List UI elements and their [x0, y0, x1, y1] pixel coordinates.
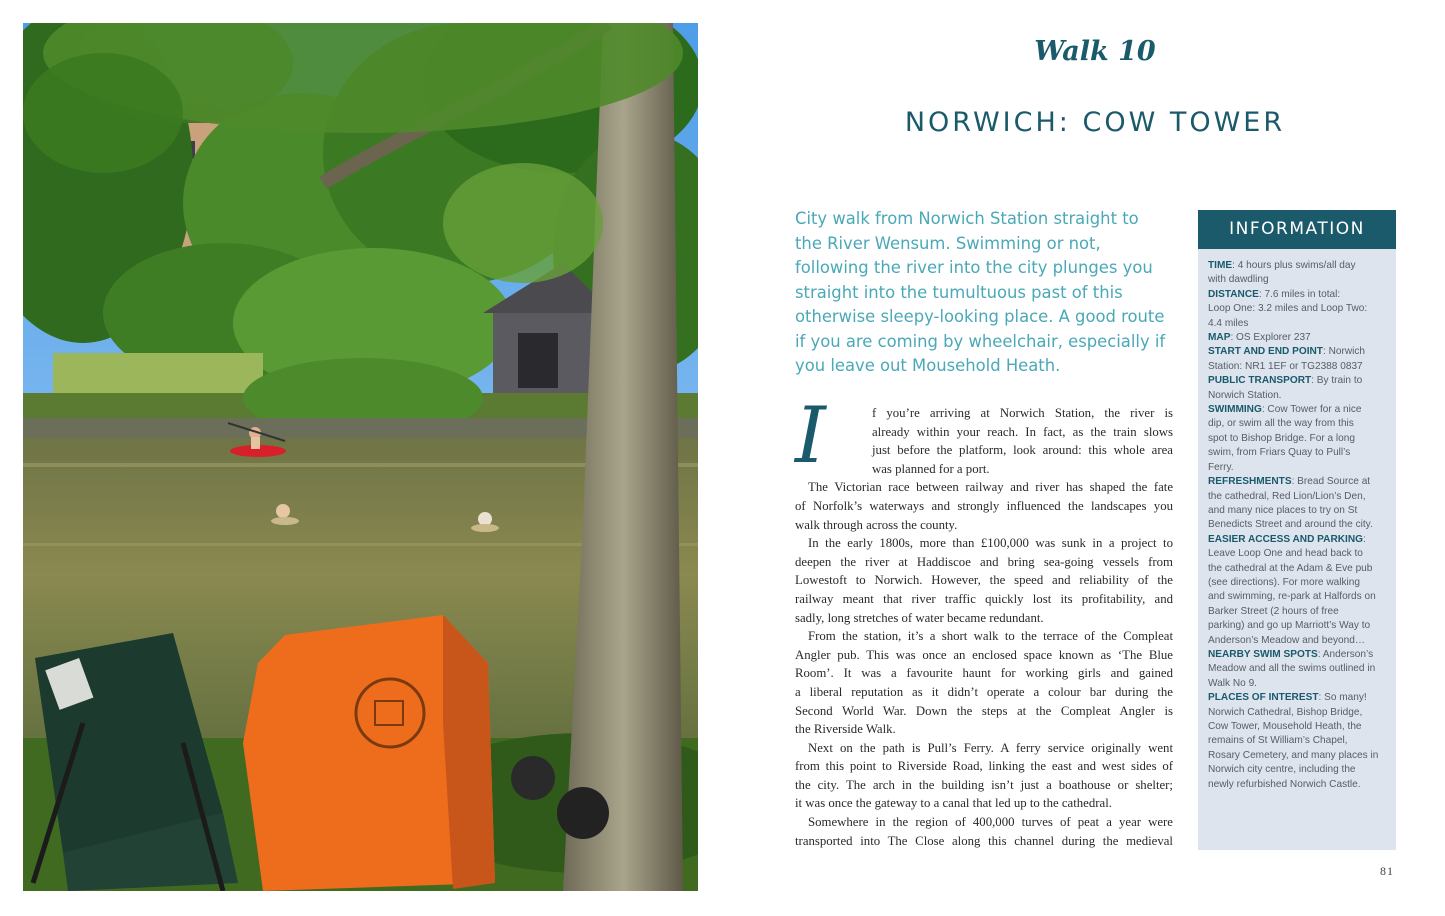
- info-line: [1208, 504, 1386, 518]
- intro-line: otherwise sleepy-looking place. A good route: [795, 307, 1165, 326]
- info-label: REFRESHMENTS: [1208, 476, 1292, 488]
- info-line: [1208, 360, 1386, 374]
- info-line: [1208, 475, 1386, 489]
- info-text: : Anderson’s: [1317, 648, 1374, 660]
- info-text: Norwich city centre, including the: [1208, 764, 1356, 776]
- info-line: [1208, 288, 1386, 302]
- body-line: of Norfolk’s waterways and strongly influenced the landscapes you: [795, 498, 1173, 513]
- body-line: was planned for a port.: [872, 461, 990, 476]
- info-line: [1208, 490, 1386, 504]
- body-line: just before the platform, look around: this whole area: [872, 443, 1173, 458]
- intro-paragraph: [795, 207, 1165, 379]
- intro-line: following the river into the city plunges you: [795, 258, 1153, 277]
- info-line: [1208, 317, 1386, 331]
- body-line: In the early 1800s, more than £100,000 was sunk in a project to: [808, 536, 1173, 551]
- info-text: Barker Street (2 hours of free: [1208, 605, 1339, 617]
- info-label: MAP: [1208, 332, 1231, 344]
- info-line: [1208, 389, 1386, 403]
- body-line: Next on the path is Pull’s Ferry. A ferry service originally went: [808, 740, 1173, 755]
- page-title: NORWICH: COW TOWER: [904, 107, 1286, 138]
- body-line: a liberal reputation as it didn’t operate a colour bar during the: [795, 684, 1173, 699]
- body-line: Room’. It was a favourite haunt for working girls and gained: [795, 666, 1173, 681]
- body-line: f you’re arriving at Norwich Station, the river is: [872, 406, 1173, 420]
- info-line: [1208, 273, 1386, 287]
- body-line: sadly, long stretches of water became redundant.: [795, 610, 1044, 625]
- body-line: already within your reach. In fact, as the train slows: [872, 424, 1173, 439]
- info-text: parking) and go up Marriott’s Way to: [1208, 620, 1371, 632]
- info-line: [1208, 576, 1386, 590]
- info-text: : 7.6 miles in total:: [1258, 288, 1341, 300]
- info-label: NEARBY SWIM SPOTS: [1208, 648, 1318, 660]
- info-text: :: [1362, 533, 1366, 545]
- body-line: deepen the river at Haddiscoe and bring sea-going vessels from: [795, 554, 1173, 569]
- walk-number-label: Walk 10: [1034, 36, 1156, 67]
- info-line: [1208, 691, 1386, 705]
- info-text: Loop One: 3.2 miles and Loop Two:: [1208, 303, 1368, 315]
- info-text: : By train to: [1311, 375, 1363, 387]
- info-text: : OS Explorer 237: [1230, 332, 1311, 344]
- info-line: [1208, 345, 1386, 359]
- body-line: Lowestoft to Norwich. However, the speed and reliability of the: [795, 573, 1173, 588]
- info-text: : Bread Source at: [1291, 476, 1371, 488]
- info-line: [1208, 331, 1386, 345]
- info-text: 4.4 miles: [1208, 317, 1249, 329]
- intro-line: if you are coming by wheelchair, especially if: [795, 331, 1166, 351]
- info-line: [1208, 302, 1386, 316]
- info-text: dip, or swim all the way from this: [1208, 418, 1354, 430]
- info-line: [1208, 749, 1386, 763]
- info-line: [1208, 461, 1386, 475]
- information-heading: INFORMATION: [1198, 210, 1396, 249]
- info-label: START AND END POINT: [1208, 346, 1323, 358]
- info-line: [1208, 562, 1386, 576]
- info-text: Leave Loop One and head back to: [1208, 548, 1363, 560]
- info-text: : 4 hours plus swims/all day: [1232, 260, 1356, 271]
- info-text: the cathedral, Red Lion/Lion’s Den,: [1208, 490, 1366, 502]
- info-text: and many nice places to try on St: [1208, 504, 1358, 516]
- info-text: Norwich Cathedral, Bishop Bridge,: [1208, 706, 1363, 718]
- info-text: Walk No 9.: [1208, 677, 1257, 689]
- info-line: [1208, 374, 1386, 388]
- info-label: EASIER ACCESS AND PARKING: [1208, 533, 1363, 545]
- body-line: the Riverside Walk.: [795, 722, 896, 737]
- river-photo: [23, 23, 698, 891]
- info-text: the cathedral at the Adam & Eve pub: [1208, 562, 1373, 574]
- info-label: DISTANCE: [1208, 288, 1259, 300]
- info-text: Anderson’s Meadow and beyond…: [1208, 634, 1365, 646]
- info-text: swim, from Friars Quay to Pull’s: [1208, 447, 1351, 459]
- info-text: : So many!: [1318, 692, 1367, 704]
- body-line: walk through across the county.: [795, 517, 958, 532]
- info-text: spot to Bishop Bridge. For a long: [1208, 432, 1356, 444]
- info-line: [1208, 446, 1386, 460]
- info-text: : Cow Tower for a nice: [1261, 404, 1362, 416]
- info-text: newly refurbished Norwich Castle.: [1208, 778, 1361, 790]
- info-label: TIME: [1208, 260, 1233, 271]
- info-text: Rosary Cemetery, and many places in: [1208, 749, 1379, 761]
- body-line: the city. The arch in the building isn’t just a boathouse or shelter;: [795, 777, 1173, 792]
- body-line: Second World War. Down the steps at the Compleat Angler is: [795, 703, 1173, 718]
- info-line: [1208, 417, 1386, 431]
- info-text: (see directions). For more walking: [1208, 576, 1361, 588]
- info-text: : Norwich: [1322, 346, 1366, 358]
- info-label: PLACES OF INTEREST: [1208, 692, 1319, 704]
- info-line: [1208, 634, 1386, 648]
- info-text: Station: NR1 1EF or TG2388 0837: [1208, 360, 1363, 372]
- body-line: Somewhere in the region of 400,000 turves of peat a year were: [808, 815, 1173, 830]
- info-text: Ferry.: [1208, 461, 1234, 473]
- info-text: and swimming, re-park at Halfords on: [1208, 591, 1376, 603]
- page-number: 81: [1380, 864, 1394, 878]
- info-text: Benedicts Street and around the city.: [1208, 519, 1373, 531]
- info-line: [1208, 533, 1386, 547]
- info-line: [1208, 734, 1386, 748]
- info-line: [1208, 662, 1386, 676]
- info-text: Meadow and all the swims outlined in: [1208, 663, 1376, 675]
- info-text: Norwich Station.: [1208, 389, 1282, 401]
- info-label: PUBLIC TRANSPORT: [1208, 375, 1312, 387]
- info-text: remains of St William’s Chapel,: [1208, 735, 1348, 747]
- info-line: [1208, 432, 1386, 446]
- info-line: [1208, 677, 1386, 691]
- body-line: from this point to Riverside Road, linking the east and west sides of: [795, 759, 1173, 774]
- intro-line: you leave out Mousehold Heath.: [795, 356, 1061, 375]
- info-line: [1208, 648, 1386, 662]
- body-line: it was once the gateway to a canal that led up to the cathedral.: [795, 796, 1112, 811]
- info-line: [1208, 706, 1386, 720]
- body-line: transported into The Close along this channel during the medieval: [795, 833, 1173, 848]
- info-line: [1208, 518, 1386, 532]
- info-line: [1208, 547, 1386, 561]
- info-text: with dawdling: [1208, 274, 1269, 286]
- info-label: SWIMMING: [1208, 404, 1262, 416]
- information-list: [1198, 249, 1396, 792]
- intro-line: City walk from Norwich Station straight to: [795, 209, 1139, 228]
- body-line: The Victorian race between railway and river has shaped the fate: [808, 480, 1173, 495]
- body-line: From the station, it’s a short walk to the terrace of the Compleat: [808, 629, 1173, 644]
- body-line: Angler pub. This was once an enclosed space known as ‘The Blue: [795, 647, 1173, 662]
- information-box: [1198, 210, 1396, 850]
- info-line: [1208, 259, 1386, 273]
- intro-line: straight into the tumultuous past of this: [795, 282, 1123, 302]
- info-line: [1208, 763, 1386, 777]
- info-line: [1208, 619, 1386, 633]
- intro-line: the River Wensum. Swimming or not,: [795, 233, 1101, 253]
- drop-cap: I: [795, 391, 826, 481]
- info-line: [1208, 590, 1386, 604]
- info-line: [1208, 720, 1386, 734]
- info-line: [1208, 605, 1386, 619]
- info-text: Cow Tower, Mousehold Heath, the: [1208, 721, 1362, 732]
- body-line: railway meant that river traffic quickly lost its profitability, and: [795, 591, 1173, 606]
- info-line: [1208, 778, 1386, 792]
- body-text: [795, 404, 1173, 850]
- info-line: [1208, 403, 1386, 417]
